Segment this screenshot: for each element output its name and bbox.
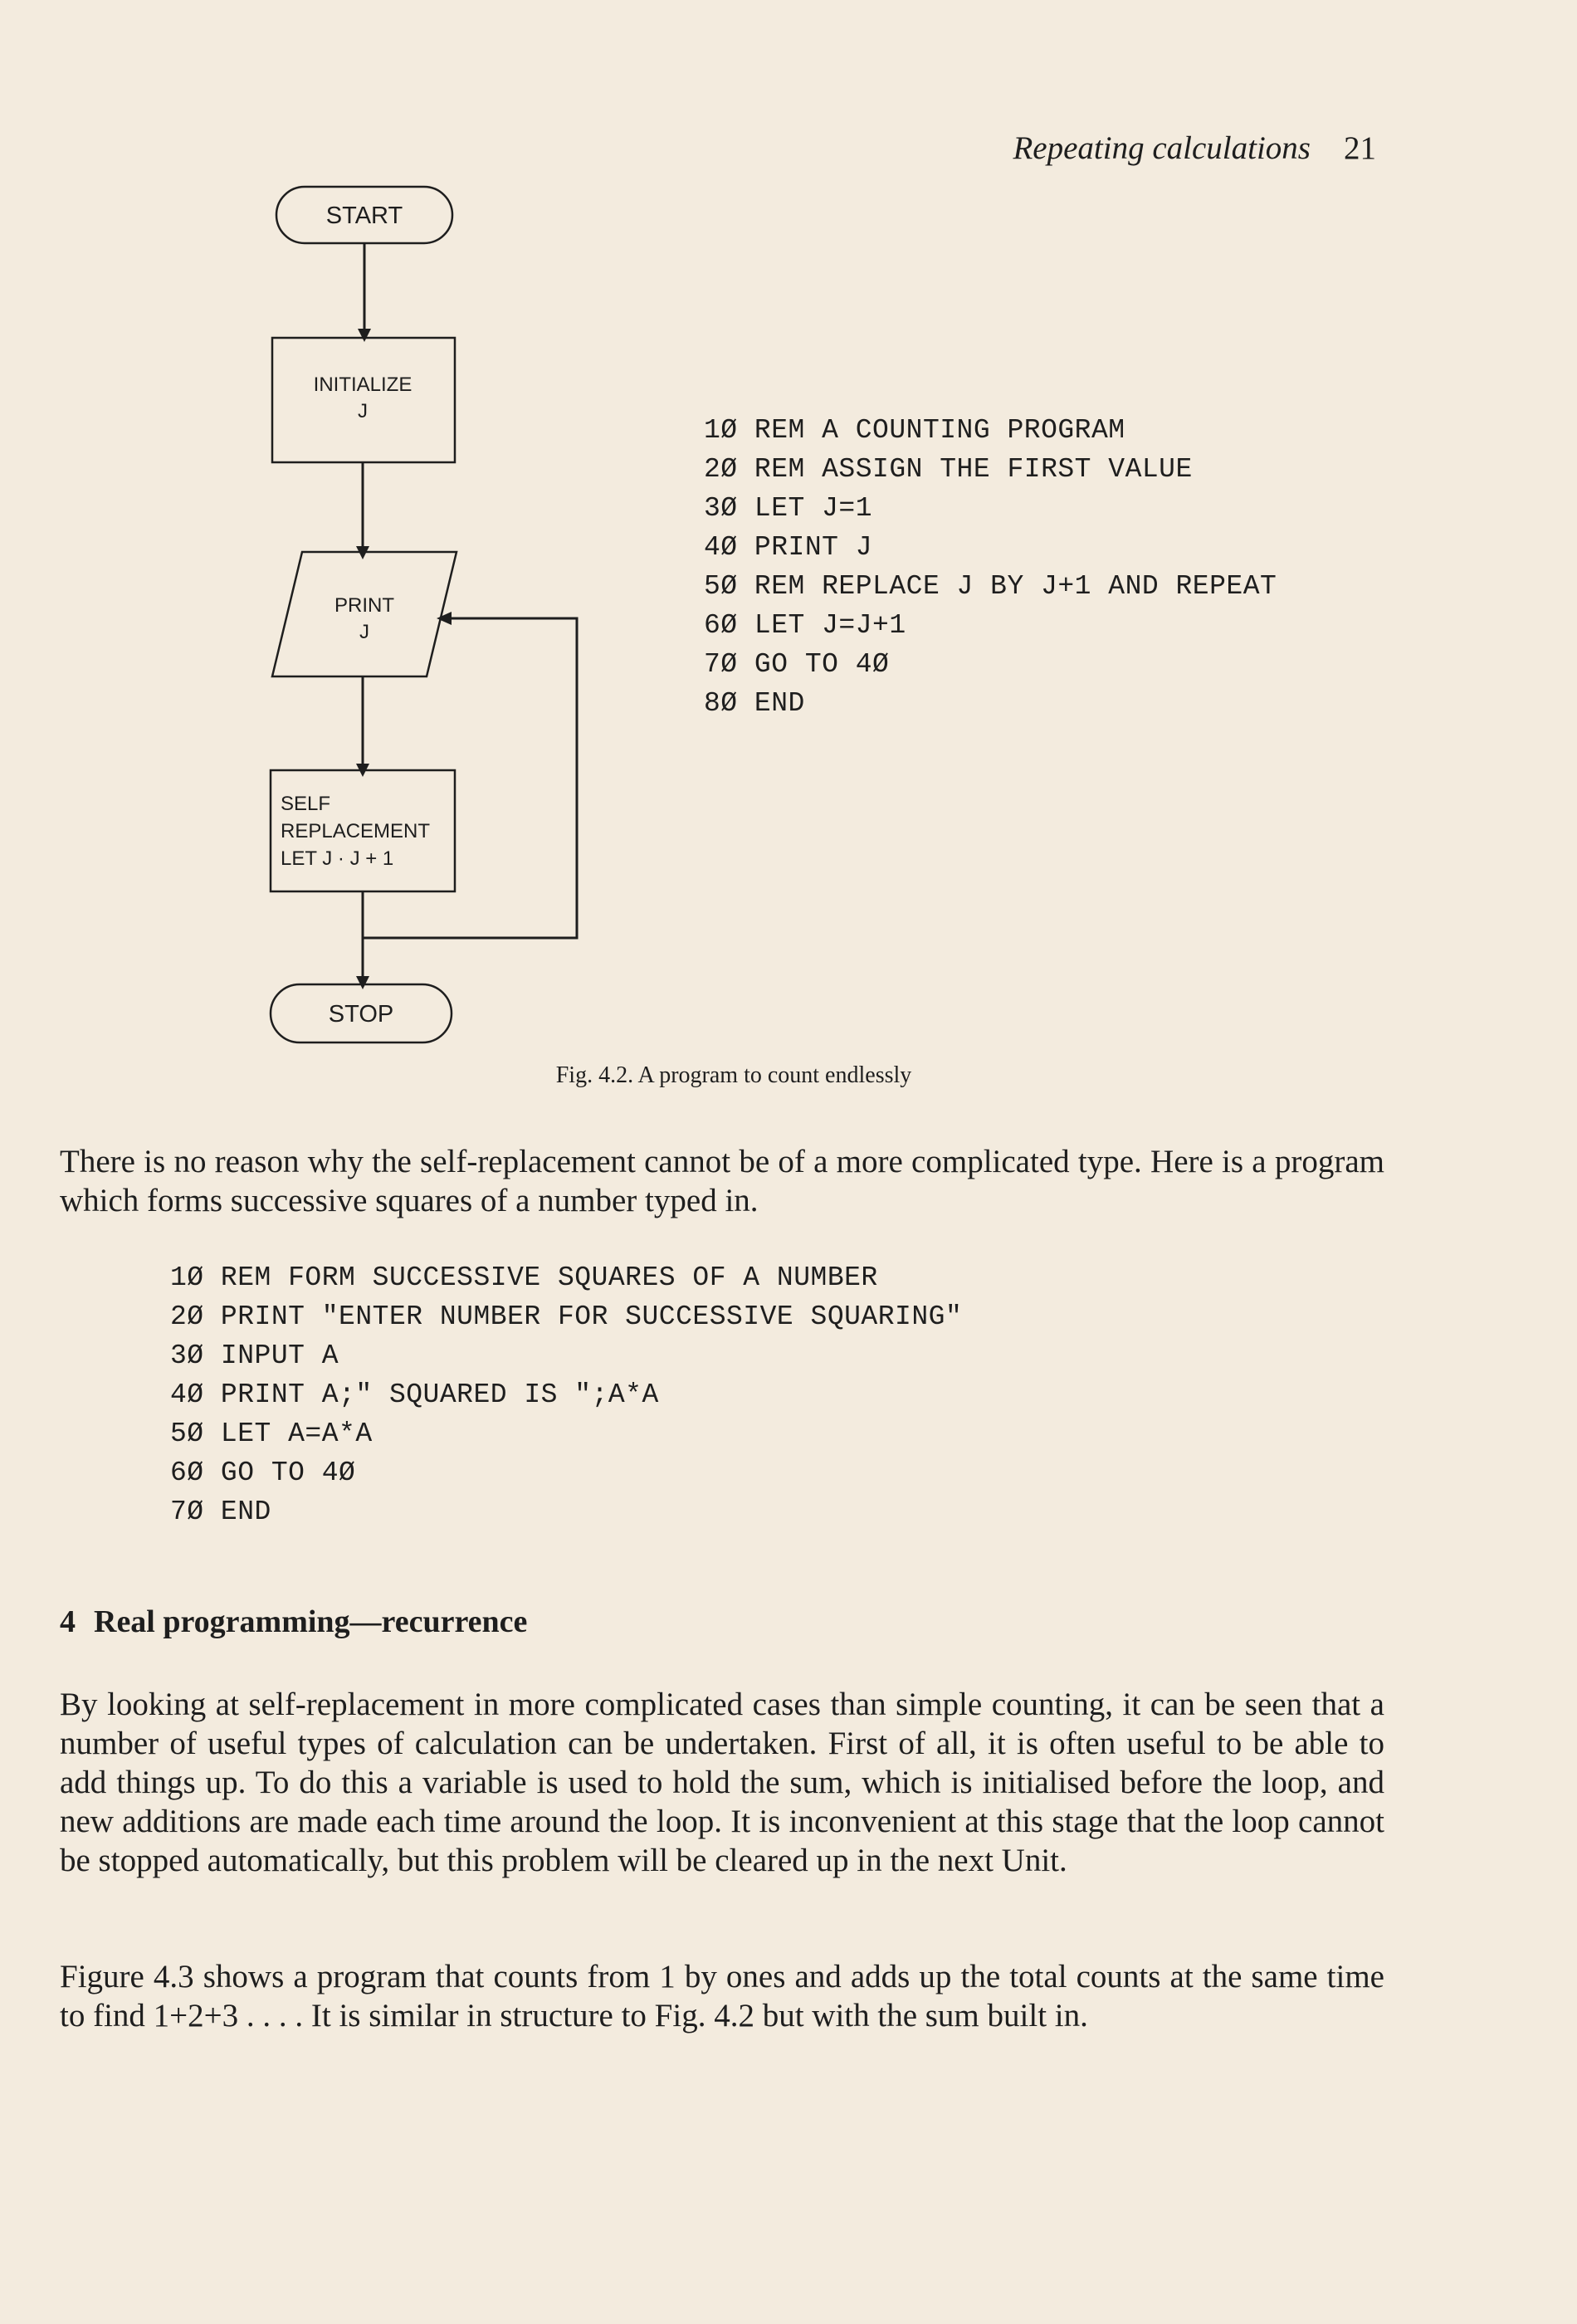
initialize-label-line1: INITIALIZE <box>313 374 413 396</box>
paragraph: Figure 4.3 shows a program that counts from 1 by ones and adds up the total counts at the same time to find 1+2+3 . . . . It is similar in structure to Fig. 4.2 but with the sum built in. <box>60 1959 1384 2034</box>
print-label-line1: PRINT <box>334 594 394 617</box>
print-label-line2: J <box>359 621 369 643</box>
self-label-line3: LET J · J + 1 <box>281 847 394 870</box>
running-head <box>0 129 1376 167</box>
flowchart <box>249 174 598 1062</box>
code-line: 5Ø LET A=A*A <box>170 1418 373 1449</box>
code-line: 7Ø GO TO 4Ø <box>704 649 890 680</box>
start-label: START <box>325 203 403 229</box>
section-number: 4 <box>60 1604 76 1639</box>
code-line: 4Ø PRINT A;" SQUARED IS ";A*A <box>170 1379 659 1410</box>
self-label-line2: REPLACEMENT <box>281 820 431 842</box>
code-line: 2Ø PRINT "ENTER NUMBER FOR SUCCESSIVE SQUARING" <box>170 1301 963 1332</box>
paragraph: There is no reason why the self-replacement cannot be of a more complicated type. Here is a program which forms successive squares of a number typed in. <box>60 1144 1384 1218</box>
initialize-label-line2: J <box>358 400 368 422</box>
loop-back-connector <box>363 618 577 938</box>
code-line: 5Ø REM REPLACE J BY J+1 AND REPEAT <box>704 571 1277 602</box>
code-line: 1Ø REM FORM SUCCESSIVE SQUARES OF A NUMBER <box>170 1262 878 1293</box>
stop-label: STOP <box>328 1001 394 1028</box>
counting-program-listing <box>704 411 1277 723</box>
figure-caption: Fig. 4.2. A program to count endlessly <box>555 1062 912 1088</box>
section-heading <box>60 1604 527 1640</box>
paragraph: By looking at self-replacement in more complicated cases than simple counting, it can be seen that a number of useful types of calculation can be undertaken. First of all, it is often useful to be able to add things up. To do this a variable is used to hold the sum, which is initialised before the loop, and new additions are made each time around the loop. It is inconvenient at this stage that the loop cannot be stopped automatically, but this problem will be cleared up in the next Unit. <box>60 1687 1384 1878</box>
self-label-line1: SELF <box>281 793 331 815</box>
section-title: Real programming—recurrence <box>94 1604 528 1639</box>
running-head-title: Repeating calculations <box>1013 130 1311 166</box>
code-line: 7Ø END <box>170 1496 271 1527</box>
page-number: 21 <box>1344 130 1376 166</box>
squares-program-listing <box>170 1258 962 1531</box>
code-line: 6Ø LET J=J+1 <box>704 610 906 641</box>
code-line: 1Ø REM A COUNTING PROGRAM <box>704 415 1125 446</box>
arrow-head <box>356 976 369 989</box>
code-line: 3Ø LET J=1 <box>704 493 873 524</box>
code-line: 4Ø PRINT J <box>704 532 873 563</box>
code-line: 6Ø GO TO 4Ø <box>170 1457 356 1488</box>
code-line: 8Ø END <box>704 688 805 719</box>
code-line: 3Ø INPUT A <box>170 1340 339 1371</box>
arrow-head <box>358 329 371 342</box>
code-line: 2Ø REM ASSIGN THE FIRST VALUE <box>704 454 1193 485</box>
